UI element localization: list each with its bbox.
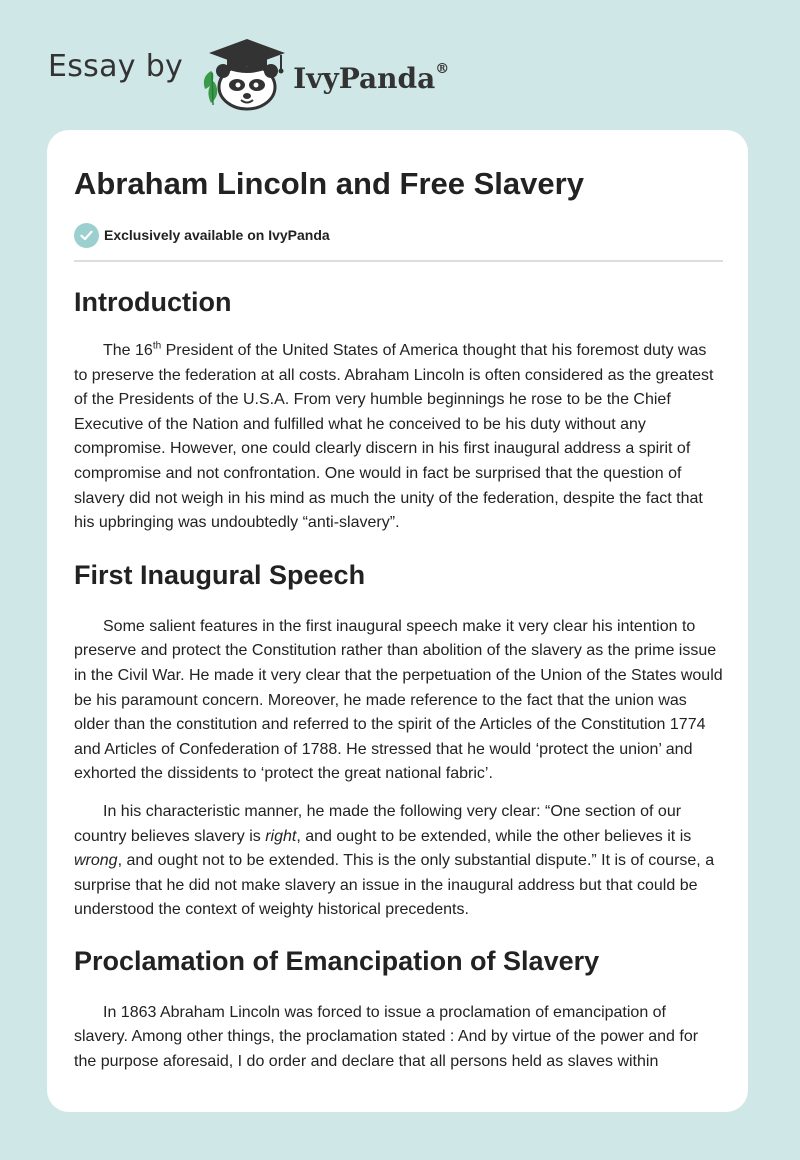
site-header bbox=[48, 34, 449, 114]
ordinal-suffix: th bbox=[152, 340, 162, 352]
ivy-leaf-icon bbox=[204, 71, 217, 105]
paragraph-proclamation: In 1863 Abraham Lincoln was forced to issue a proclamation of emancipation of slavery. Among other things, the proclamation stated : And by virtue of the power and for the purpose aforesaid, I do order and declare that all persons held as slaves within bbox=[74, 1003, 699, 1071]
essay-card bbox=[47, 130, 748, 1112]
paragraph-inaugural-1: Some salient features in the first inaugural speech make it very clear his intention to preserve and protect the Constitution rather than abolition of the slavery as the prime issue in the Civil War. He made it very clear that the perpetuation of the Union of the States would be his paramount concern. Moreover, he made reference to the fact that the union was older than the constitution and referred to the spirit of the Articles of the Constitution 1774 and Articles of Confederation of 1788. He stressed that he would ‘protect the union’ and exhorted the dissidents to ‘protect the great national fabric’. bbox=[74, 617, 723, 783]
section-heading-introduction: Introduction bbox=[74, 287, 232, 317]
paragraph-text: , and ought to be extended, while the other believes it is bbox=[296, 827, 692, 845]
emphasis-wrong: wrong bbox=[74, 852, 118, 870]
paragraph-inaugural-2 bbox=[74, 800, 723, 923]
essay-title: Abraham Lincoln and Free Slavery bbox=[74, 166, 584, 201]
emphasis-right: right bbox=[265, 827, 297, 845]
brand-name[interactable] bbox=[293, 62, 449, 95]
paragraph-introduction bbox=[74, 339, 723, 536]
paragraph-text: The 16 bbox=[103, 342, 153, 359]
essay-content bbox=[74, 164, 723, 1075]
paragraph-text: President of the United States of America thought that his foremost duty was to preserve the federation at all costs. Abraham Lincoln is often considered as the greatest of the Presidents of the U.S.A. From very humble beginnings he rose to be the Chief Executive of the Nation and fulfilled what he conceived to be his duty without any compromise. However, one could clearly discern in his first inaugural address a spirit of compromise and not confrontation. One would in fact be surprised that the question of slavery did not weigh in his mind as much the unity of the federation, despite the fact that his upbringing was undoubtedly “anti-slavery”. bbox=[74, 342, 714, 532]
panda-graduation-cap-logo-icon[interactable] bbox=[197, 33, 289, 111]
section-heading-proclamation: Proclamation of Emancipation of Slavery bbox=[74, 945, 600, 976]
check-circle-icon bbox=[74, 223, 99, 248]
paragraph-text: , and ought not to be extended. This is the only substantial dispute.” It is of course, a surprise that he did not make slavery an issue in the inaugural address but that could be understood the context of weighty historical precedents. bbox=[74, 852, 715, 919]
exclusive-badge bbox=[74, 222, 723, 248]
brand-name-text: IvyPanda bbox=[293, 61, 436, 95]
essay-by-label: Essay by bbox=[48, 48, 184, 84]
exclusive-label: Exclusively available on IvyPanda bbox=[104, 227, 330, 243]
registered-mark: ® bbox=[435, 61, 450, 78]
section-heading-first-inaugural-speech: First Inaugural Speech bbox=[74, 559, 366, 590]
title-divider bbox=[74, 260, 723, 262]
paragraph-text: In his characteristic manner, he made the following very clear: “One section of our country believes slavery is bbox=[74, 802, 682, 845]
